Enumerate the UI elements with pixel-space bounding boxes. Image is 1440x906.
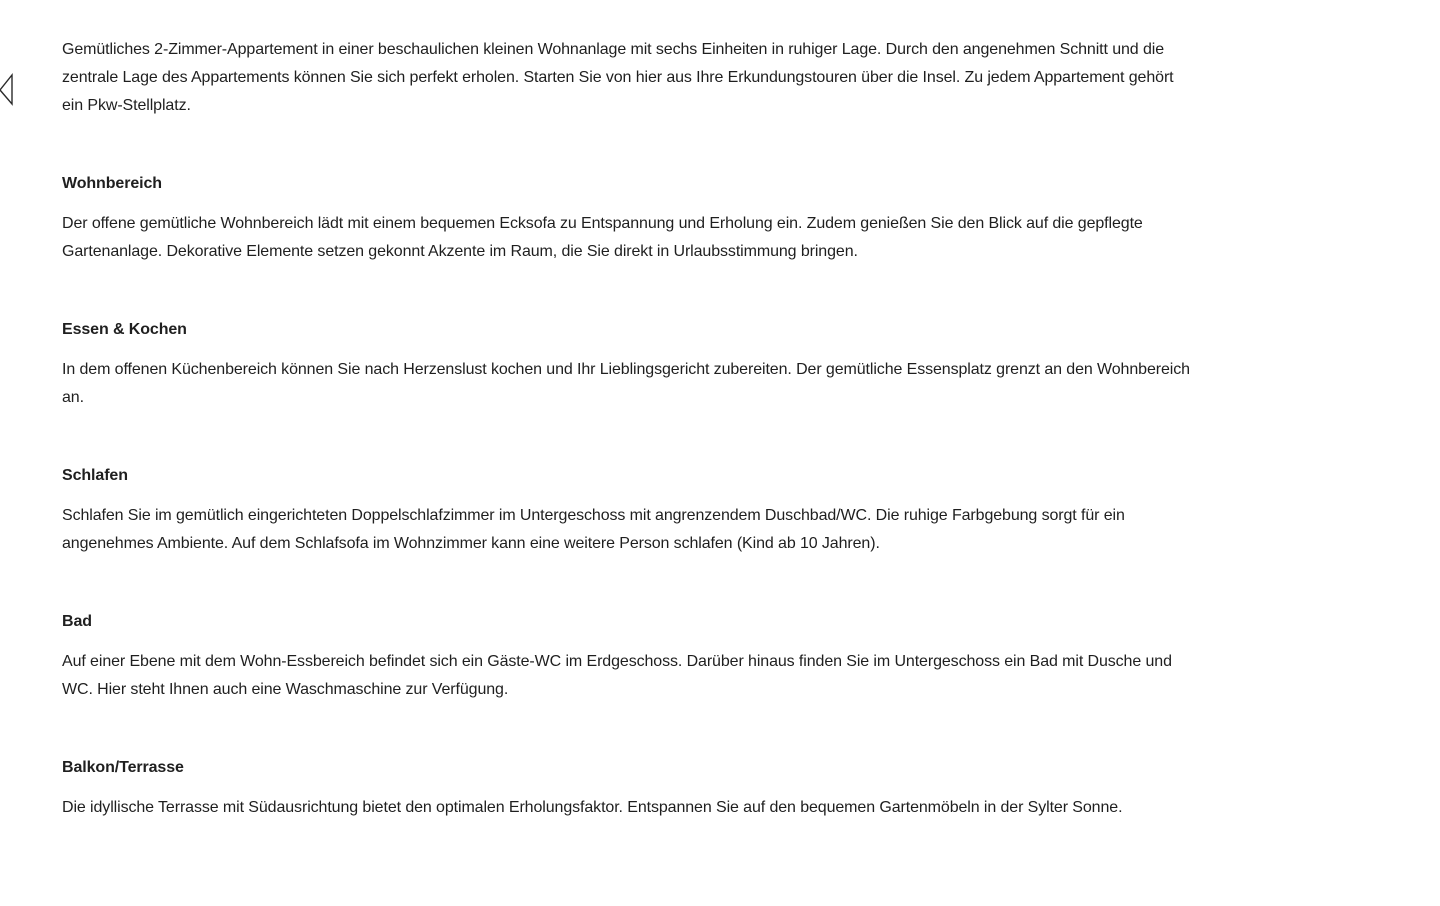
paragraph-schlafen	[62, 502, 1332, 558]
paragraph-essen-kochen	[62, 356, 1332, 412]
paragraph-bad	[62, 648, 1332, 704]
section-heading-essen-kochen: Essen & Kochen	[62, 321, 187, 338]
text-line: Die idyllische Terrasse mit Südausrichtung bietet den optimalen Erholungsfaktor. Entspannen Sie auf den bequemen Gartenmöbeln in der Sylter Sonne.	[62, 799, 1123, 816]
text-line: Gemütliches 2-Zimmer-Appartement in einer beschaulichen kleinen Wohnanlage mit sechs Einheiten in ruhiger Lage. Durch den angenehmen Schnitt und die	[62, 41, 1164, 58]
text-line: Der offene gemütliche Wohnbereich lädt mit einem bequemen Ecksofa zu Entspannung und Erholung ein. Zudem genießen Sie den Blick auf die gepflegte	[62, 215, 1143, 232]
section-heading-wohnbereich: Wohnbereich	[62, 175, 162, 192]
text-line: Gartenanlage. Dekorative Elemente setzen gekonnt Akzente im Raum, die Sie direkt in Urlaubsstimmung bringen.	[62, 243, 858, 260]
paragraph-intro	[62, 36, 1332, 120]
text-line: Schlafen Sie im gemütlich eingerichteten Doppelschlafzimmer im Untergeschoss mit angrenzendem Duschbad/WC. Die ruhige Farbgebung sorgt für ein	[62, 507, 1125, 524]
text-line: In dem offenen Küchenbereich können Sie nach Herzenslust kochen und Ihr Lieblingsgericht zubereiten. Der gemütliche Essensplatz grenzt an den Wohnbereich	[62, 361, 1190, 378]
partial-cursor-icon	[0, 72, 14, 110]
paragraph-balkon-terrasse	[62, 794, 1332, 822]
text-line: angenehmes Ambiente. Auf dem Schlafsofa im Wohnzimmer kann eine weitere Person schlafen (Kind ab 10 Jahren).	[62, 535, 880, 552]
text-line: zentrale Lage des Appartements können Sie sich perfekt erholen. Starten Sie von hier aus Ihre Erkundungstouren über die Insel. Zu jedem Appartement gehört	[62, 69, 1174, 86]
section-heading-balkon-terrasse: Balkon/Terrasse	[62, 759, 184, 776]
text-line: an.	[62, 389, 84, 406]
document-body	[62, 36, 1332, 822]
text-line: ein Pkw-Stellplatz.	[62, 97, 191, 114]
paragraph-wohnbereich	[62, 210, 1332, 266]
section-heading-bad: Bad	[62, 613, 92, 630]
text-line: WC. Hier steht Ihnen auch eine Waschmaschine zur Verfügung.	[62, 681, 509, 698]
text-line: Auf einer Ebene mit dem Wohn-Essbereich befindet sich ein Gäste-WC im Erdgeschoss. Darüber hinaus finden Sie im Untergeschoss ein Bad mit Dusche und	[62, 653, 1172, 670]
section-heading-schlafen: Schlafen	[62, 467, 128, 484]
